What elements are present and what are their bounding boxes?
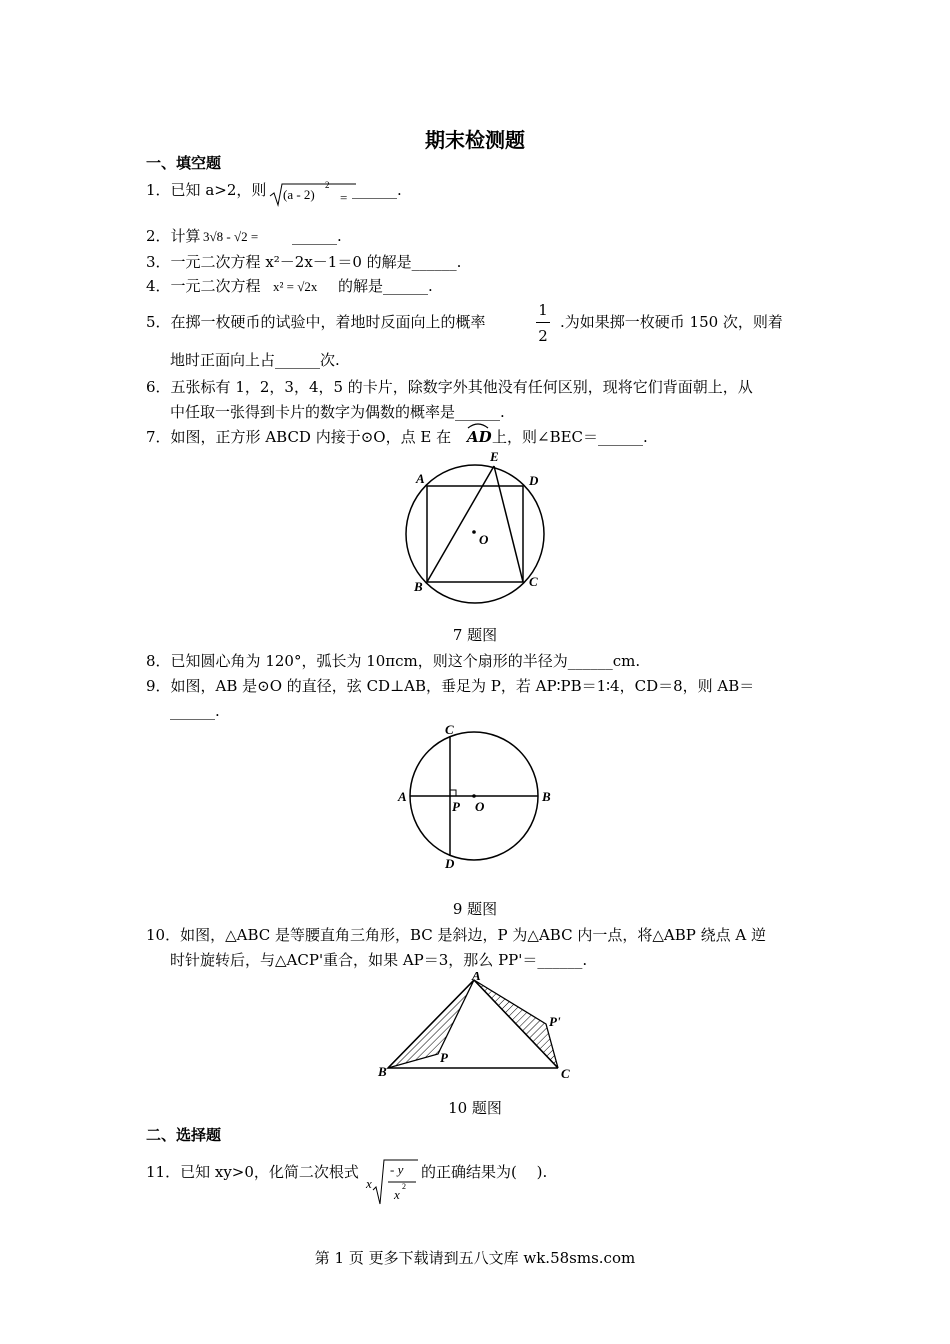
fraction-denominator: 2 — [538, 327, 548, 345]
label-a: A — [398, 789, 407, 804]
question-text: 一元二次方程 — [170, 277, 261, 295]
question-text-line2: 时针旋转后，与△ACP'重合，如果 AP＝3，那么 PP'＝______. — [170, 951, 588, 969]
label-o: O — [475, 799, 485, 814]
fraction-denominator: x — [394, 1187, 400, 1202]
question-number: 8． — [146, 652, 171, 670]
label-p: P — [452, 799, 460, 814]
segment-be — [427, 466, 494, 582]
question-6 — [146, 377, 753, 397]
label-c: C — [529, 574, 538, 589]
question-10 — [146, 925, 766, 945]
question-text: 一元二次方程 x²－2x－1＝0 的解是______. — [170, 253, 462, 271]
square-abcd — [427, 486, 523, 582]
label-c: C — [561, 1066, 570, 1081]
question-4 — [146, 276, 261, 296]
center-point — [472, 530, 476, 534]
question-number: 3． — [146, 253, 171, 271]
segment-ec — [494, 466, 523, 582]
fraction-bar — [536, 322, 550, 323]
question-number: 4． — [146, 277, 171, 295]
question-text: 已知 xy>0，化简二次根式 — [180, 1163, 359, 1181]
label-o: O — [479, 532, 489, 547]
label-p: P — [440, 1050, 448, 1065]
figure-9 — [396, 718, 556, 878]
label-b: B — [414, 579, 423, 594]
question-number: 5． — [146, 313, 171, 331]
fraction-numerator: - y — [390, 1162, 404, 1177]
question-text-tail: 上，则∠BEC＝______. — [492, 428, 648, 446]
question-text: 五张标有 1，2，3，4，5 的卡片，除数字外其他没有任何区别，现将它们背面朝上，从 — [170, 378, 753, 396]
label-b: B — [542, 789, 551, 804]
question-text: 在掷一枚硬币的试验中，着地时反面向上的概率 — [170, 313, 486, 331]
label-p-prime: P' — [549, 1014, 561, 1029]
center-point — [472, 794, 476, 798]
label-d: D — [445, 856, 455, 871]
label-a: A — [472, 972, 481, 983]
exponent-q1: 2 — [325, 180, 330, 190]
question-text-tail: 的正确结果为( ). — [421, 1163, 548, 1181]
label-d: D — [529, 473, 539, 488]
question-text: 已知圆心角为 120°，弧长为 10πcm，则这个扇形的半径为______cm. — [170, 652, 641, 670]
question-number: 11． — [146, 1163, 181, 1181]
section-choice: 二、选择题 — [146, 1126, 222, 1144]
question-3 — [146, 252, 461, 272]
expression-q4: x² = √2x — [273, 279, 318, 294]
answer-blank-q1: ______. — [352, 181, 402, 199]
figure-7-caption: 7 题图 — [452, 626, 498, 644]
answer-blank-q2: ______. — [292, 227, 342, 245]
figure-10-caption: 10 题图 — [448, 1099, 502, 1117]
question-number: 10． — [146, 926, 181, 944]
question-text-tail: 的解是______. — [338, 277, 433, 295]
fraction-numerator: 1 — [538, 301, 548, 319]
right-angle-mark — [450, 790, 456, 796]
question-text-line2: 中任取一张得到卡片的数字为偶数的概率是______. — [170, 403, 505, 421]
question-8 — [146, 651, 640, 671]
question-number: 1． — [146, 181, 171, 199]
question-number: 7． — [146, 428, 171, 446]
question-number: 2． — [146, 227, 171, 245]
question-text-line2: 地时正面向上占______次. — [170, 351, 340, 369]
question-11 — [146, 1162, 359, 1182]
question-9 — [146, 676, 754, 696]
question-number: 9． — [146, 677, 171, 695]
question-1 — [146, 180, 266, 200]
coefficient-q11: x — [366, 1176, 372, 1191]
question-text: 如图，正方形 ABCD 内接于⊙O，点 E 在 — [170, 428, 452, 446]
question-text-line2: ______. — [170, 702, 220, 720]
page-title: 期末检测题 — [425, 128, 525, 152]
page-footer: 第 1 页 更多下载请到五八文库 wk.58sms.com — [314, 1249, 636, 1267]
question-text: 如图，AB 是⊙O 的直径，弦 CD⊥AB，垂足为 P，若 AP∶PB＝1∶4，CD＝8，则 AB＝ — [170, 677, 755, 695]
question-number: 6． — [146, 378, 171, 396]
figure-10 — [376, 972, 586, 1084]
radicand-q1: (a - 2) — [283, 187, 315, 202]
label-e: E — [490, 449, 499, 464]
label-a: A — [416, 471, 425, 486]
expression-q2: 3√8 - √2 = — [203, 229, 259, 244]
arc-ad-label: AD — [467, 428, 492, 446]
question-text: 已知 a>2，则 — [170, 181, 267, 199]
figure-9-caption: 9 题图 — [452, 900, 498, 918]
figure-7 — [400, 448, 560, 608]
label-b: B — [378, 1064, 387, 1079]
label-c: C — [445, 722, 454, 737]
question-text-tail: .为如果掷一枚硬币 150 次，则着 — [560, 313, 783, 331]
question-2 — [146, 226, 201, 246]
denominator-exponent: 2 — [402, 1182, 406, 1191]
section-fill-in: 一、填空题 — [146, 154, 222, 172]
arc-mark — [466, 421, 490, 429]
question-text: 如图，△ABC 是等腰直角三角形，BC 是斜边，P 为△ABC 内一点，将△ABP 绕点 A 逆 — [180, 926, 766, 944]
equals-q1: = — [340, 190, 348, 205]
question-text: 计算 — [170, 227, 201, 245]
question-7 — [146, 427, 451, 447]
question-5 — [146, 312, 486, 332]
